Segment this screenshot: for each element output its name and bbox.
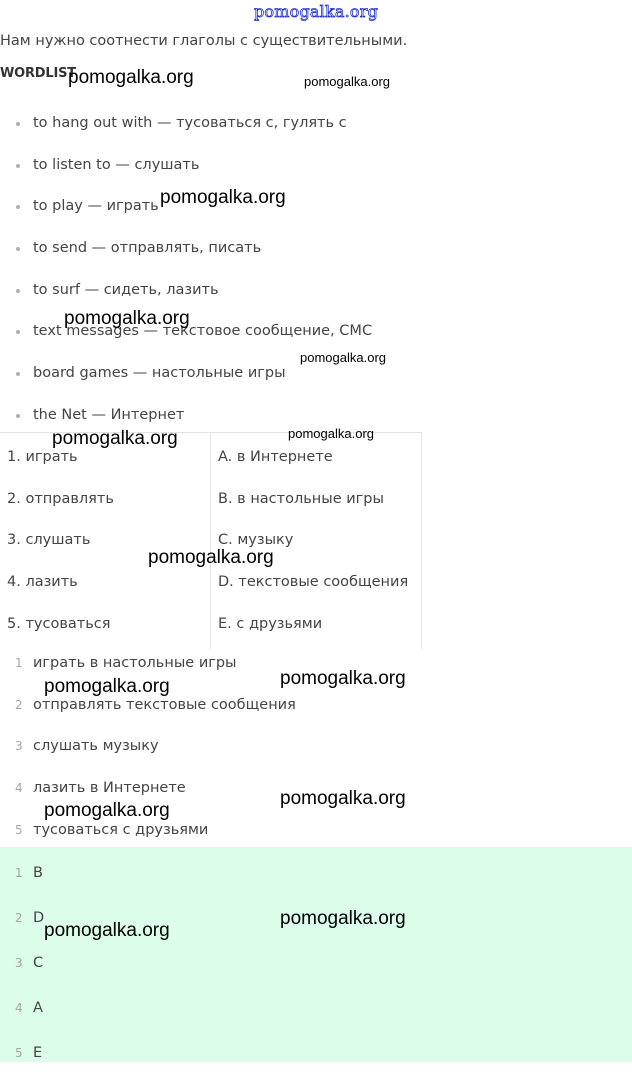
site-header-logo: pomogalka.org (253, 2, 379, 21)
matching-verb: 2. отправлять (7, 490, 114, 507)
answer-number: 2 (15, 697, 23, 712)
intro-text: Нам нужно соотнести глаголы с существительными. (0, 33, 408, 49)
key-number: 4 (15, 1001, 23, 1015)
matching-noun: A. в Интернете (218, 449, 333, 465)
watermark: pomogalka.org (44, 800, 170, 821)
key-item (0, 847, 632, 900)
wordlist-item: board games — настольные игры (0, 353, 372, 395)
key-letter: A (33, 1000, 43, 1016)
wordlist-item: to play — играть (0, 186, 372, 228)
matching-verb: 3. слушать (7, 532, 91, 549)
watermark: pomogalka.org (160, 187, 286, 208)
watermark: pomogalka.org (288, 426, 374, 441)
wordlist-item: to listen to — слушать (0, 145, 372, 187)
answer-text: отправлять текстовые сообщения (33, 696, 296, 713)
key-letter: B (33, 865, 43, 881)
answer-number: 1 (15, 656, 23, 670)
key-number: 3 (15, 956, 23, 970)
wordlist-item: to hang out with — тусоваться с, гулять с (0, 103, 372, 145)
answer-number: 5 (15, 822, 23, 837)
wordlist-item: to surf — сидеть, лазить (0, 270, 372, 312)
matching-nouns-column (211, 433, 421, 649)
wordlist-item: text messages — текстовое сообщение, СМС (0, 311, 372, 353)
matching-verb: 5. тусоваться (7, 615, 111, 632)
watermark: pomogalka.org (148, 547, 274, 568)
key-item (0, 990, 632, 1035)
answer-text: играть в настольные игры (33, 655, 237, 671)
key-letter: E (33, 1045, 43, 1061)
watermark: pomogalka.org (280, 788, 406, 809)
wordlist-title: WORDLIST (0, 66, 76, 81)
matching-noun: C. музыку (218, 532, 294, 549)
watermark: pomogalka.org (280, 668, 406, 689)
matching-verbs-column (0, 433, 211, 649)
answer-text: тусоваться с друзьями (33, 821, 209, 838)
answer-key-panel (0, 847, 632, 1062)
matching-verb: 1. играть (7, 449, 78, 465)
wordlist-item: the Net — Интернет (0, 395, 372, 437)
watermark: pomogalka.org (304, 74, 390, 89)
answer-text: слушать музыку (33, 738, 159, 755)
wordlist-item: to send — отправлять, писать (0, 228, 372, 270)
watermark: pomogalka.org (44, 920, 170, 941)
matching-noun: E. с друзьями (218, 615, 323, 632)
answer-item (0, 726, 296, 768)
matching-table (0, 432, 422, 649)
wordlist (0, 103, 372, 437)
key-number: 5 (15, 1046, 23, 1060)
watermark: pomogalka.org (52, 428, 178, 449)
matching-verb: 4. лазить (7, 574, 78, 591)
watermark: pomogalka.org (44, 676, 170, 697)
key-item (0, 945, 632, 990)
watermark: pomogalka.org (300, 350, 386, 365)
watermark: pomogalka.org (64, 308, 190, 329)
key-item (0, 1035, 632, 1080)
answer-number: 4 (15, 781, 23, 796)
key-number: 1 (15, 866, 23, 880)
watermark: pomogalka.org (68, 67, 194, 88)
matching-noun: D. текстовые сообщения (218, 574, 409, 591)
watermark: pomogalka.org (280, 908, 406, 929)
matching-noun: B. в настольные игры (218, 490, 384, 507)
key-letter: D (33, 910, 45, 926)
answer-number: 3 (15, 739, 23, 754)
key-letter: C (33, 955, 44, 971)
answer-text: лазить в Интернете (33, 780, 186, 797)
key-number: 2 (15, 911, 23, 925)
